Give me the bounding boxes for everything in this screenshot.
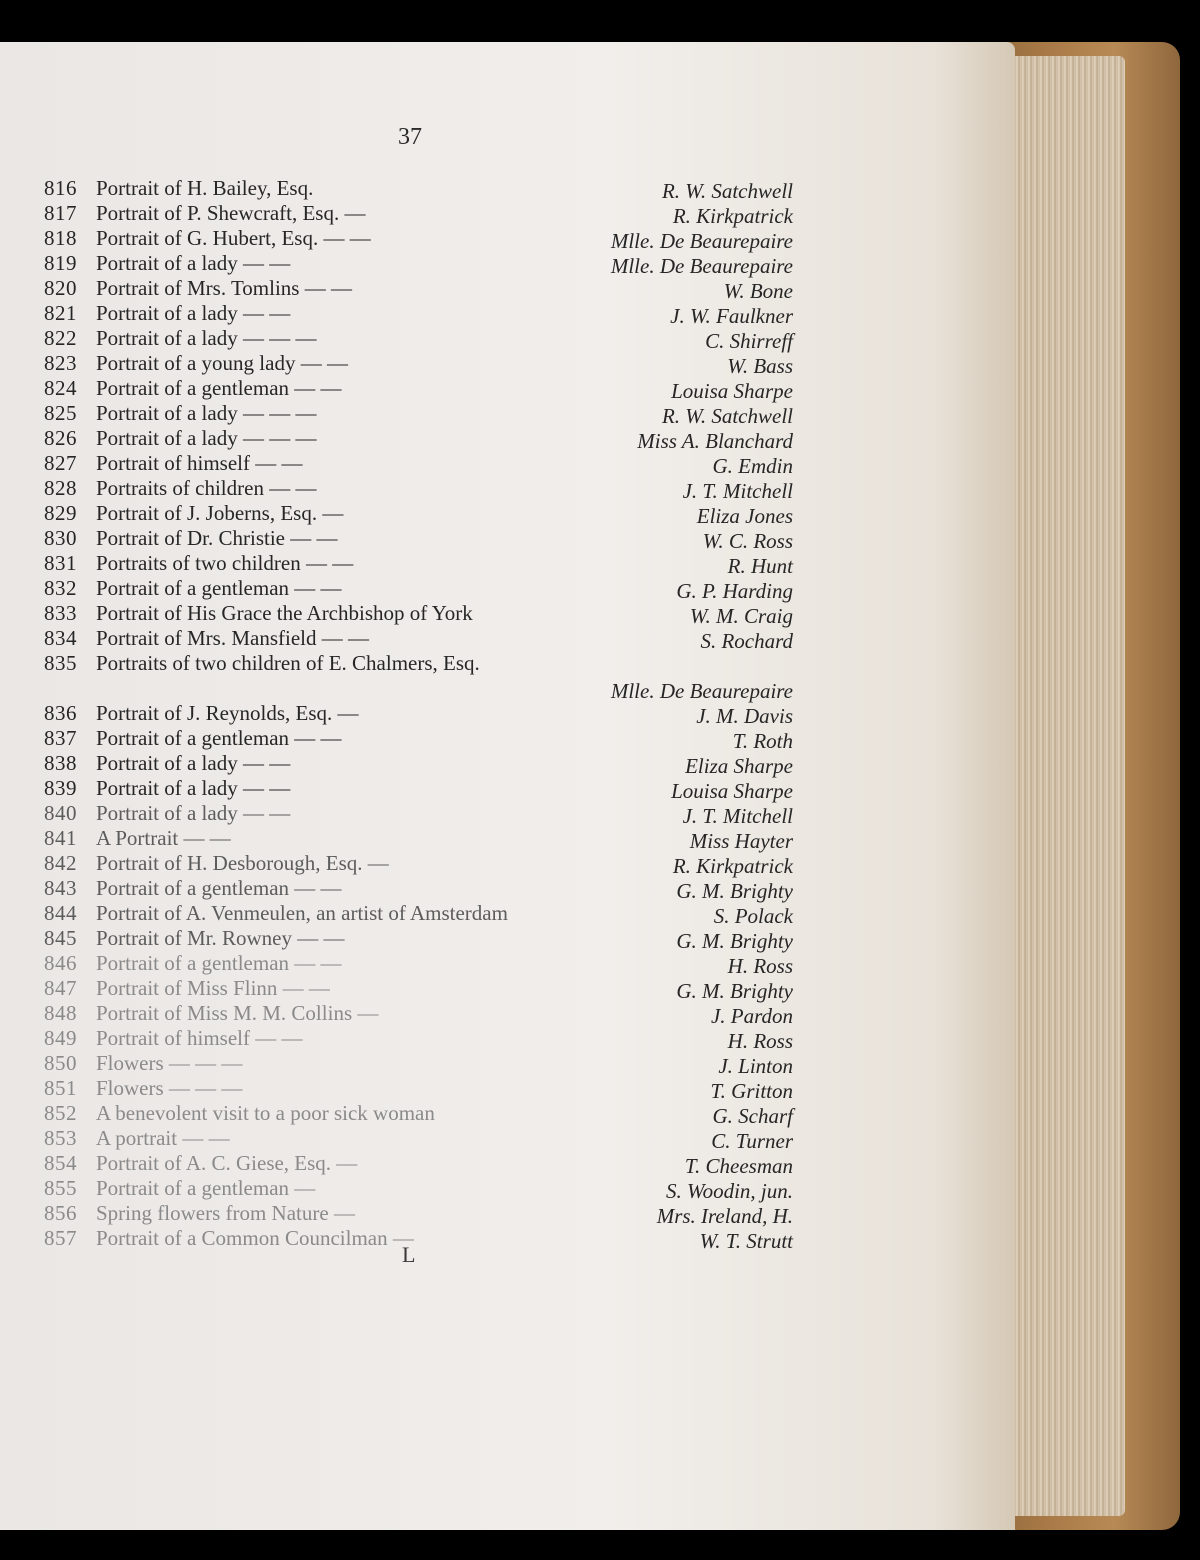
entry-title: Portrait of G. Hubert, Esq. — — (96, 226, 371, 250)
entry-title: Portrait of a gentleman — — (96, 876, 342, 900)
entry-title: Portrait of a lady — — (96, 251, 291, 275)
entry-number: 856 (44, 1201, 77, 1225)
entry-artist: G. Emdin (712, 454, 793, 478)
entry-number: 830 (44, 526, 77, 550)
entry-title: Portrait of Miss Flinn — — (96, 976, 330, 1000)
entry-number: 837 (44, 726, 77, 750)
entry-number: 820 (44, 276, 77, 300)
entry-artist: G. P. Harding (676, 579, 793, 603)
entry-number: 827 (44, 451, 77, 475)
entry-artist: W. C. Ross (702, 529, 793, 553)
entry-title: Flowers — — — (96, 1076, 243, 1100)
entry-artist: Mrs. Ireland, H. (656, 1204, 793, 1228)
entry-artist: H. Ross (727, 954, 793, 978)
entry-title: Portrait of His Grace the Archbishop of York (96, 601, 473, 625)
entry-number: 831 (44, 551, 77, 575)
entry-title: Portrait of a lady — — (96, 801, 291, 825)
entry-artist: Louisa Sharpe (671, 779, 793, 803)
entry-artist: J. M. Davis (696, 704, 793, 728)
entry-number: 822 (44, 326, 77, 350)
entry-number: 835 (44, 651, 77, 675)
entry-title: Portrait of a gentleman — — (96, 951, 342, 975)
entry-number: 829 (44, 501, 77, 525)
entry-title: Portrait of Mrs. Tomlins — — (96, 276, 352, 300)
entry-title: Portrait of a gentleman — — (96, 576, 342, 600)
entry-artist: J. Pardon (710, 1004, 793, 1028)
catalogue-entry (0, 251, 820, 276)
catalogue-entry (0, 1201, 820, 1226)
entry-number: 821 (44, 301, 77, 325)
entry-number: 816 (44, 176, 77, 200)
catalogue-entry (0, 801, 820, 826)
entry-number: 857 (44, 1226, 77, 1250)
entry-number: 850 (44, 1051, 77, 1075)
catalogue-entry (0, 176, 820, 201)
open-book (0, 42, 1180, 1530)
entry-artist: R. Kirkpatrick (672, 204, 793, 228)
entry-artist: J. T. Mitchell (682, 479, 793, 503)
entry-title: Portrait of a lady — — — (96, 426, 317, 450)
entry-artist: R. Hunt (727, 554, 793, 578)
entry-title: Portrait of J. Reynolds, Esq. — (96, 701, 359, 725)
catalogue-entry (0, 826, 820, 851)
entry-title: A portrait — — (96, 1126, 230, 1150)
entry-title: Portrait of P. Shewcraft, Esq. — (96, 201, 366, 225)
entry-number: 844 (44, 901, 77, 925)
entry-artist: W. Bass (727, 354, 793, 378)
entry-artist: W. Bone (723, 279, 793, 303)
entry-title: Portrait of a lady — — — (96, 401, 317, 425)
entry-title: Portrait of Mrs. Mansfield — — (96, 626, 369, 650)
entry-artist: G. Scharf (712, 1104, 793, 1128)
catalogue-entry (0, 651, 820, 676)
catalogue-entry (0, 401, 820, 426)
book-page (0, 42, 1015, 1530)
catalogue-entry (0, 526, 820, 551)
entry-artist: C. Shirreff (705, 329, 793, 353)
entry-title: Portraits of two children — — (96, 551, 354, 575)
entry-title: A benevolent visit to a poor sick woman (96, 1101, 435, 1125)
entry-number: 846 (44, 951, 77, 975)
catalogue-entry (0, 1026, 820, 1051)
catalogue-entry (0, 776, 820, 801)
entry-artist: J. W. Faulkner (670, 304, 793, 328)
entry-artist: G. M. Brighty (676, 929, 793, 953)
entry-number: 855 (44, 1176, 77, 1200)
entry-artist: R. Kirkpatrick (672, 854, 793, 878)
entry-title: Portrait of a gentleman — — (96, 726, 342, 750)
entry-number: 839 (44, 776, 77, 800)
entry-number: 847 (44, 976, 77, 1000)
entry-artist: H. Ross (727, 1029, 793, 1053)
entry-title: Portrait of a lady — — (96, 776, 291, 800)
entry-artist: Mlle. De Beaurepaire (610, 229, 793, 253)
entry-number: 828 (44, 476, 77, 500)
signature-mark: L (402, 1242, 416, 1267)
catalogue-entry (0, 751, 820, 776)
entry-artist: T. Cheesman (684, 1154, 793, 1178)
entry-title: Portrait of H. Desborough, Esq. — (96, 851, 389, 875)
catalogue-entry (0, 1076, 820, 1101)
catalogue-entry (0, 1101, 820, 1126)
entry-number: 823 (44, 351, 77, 375)
catalogue-entry (0, 1001, 820, 1026)
entry-number: 851 (44, 1076, 77, 1100)
catalogue-entry (0, 626, 820, 651)
entry-artist: W. T. Strutt (699, 1229, 793, 1253)
entry-artist: S. Rochard (700, 629, 793, 653)
entry-number: 824 (44, 376, 77, 400)
entry-artist: T. Gritton (710, 1079, 793, 1103)
entry-title: Portrait of himself — — (96, 1026, 303, 1050)
entry-artist: J. T. Mitchell (682, 804, 793, 828)
entry-number: 819 (44, 251, 77, 275)
entry-number: 848 (44, 1001, 77, 1025)
entry-artist: Eliza Sharpe (685, 754, 793, 778)
entry-artist: G. M. Brighty (676, 879, 793, 903)
catalogue-entry (0, 601, 820, 626)
entry-number: 843 (44, 876, 77, 900)
entry-artist: Miss A. Blanchard (637, 429, 793, 453)
catalogue-entry (0, 1051, 820, 1076)
entry-title: Portrait of a gentleman — (96, 1176, 316, 1200)
entry-artist: G. M. Brighty (676, 979, 793, 1003)
catalogue-entry (0, 1176, 820, 1201)
entry-title: Portrait of Mr. Rowney — — (96, 926, 345, 950)
catalogue-entry (0, 951, 820, 976)
entry-number: 852 (44, 1101, 77, 1125)
catalogue-entry (0, 351, 820, 376)
entry-number: 842 (44, 851, 77, 875)
entry-number: 849 (44, 1026, 77, 1050)
catalogue-entry (0, 926, 820, 951)
catalogue-entry (0, 576, 820, 601)
catalogue-entry (0, 701, 820, 726)
catalogue-entry (0, 376, 820, 401)
entry-title: Portrait of a lady — — (96, 751, 291, 775)
entry-title: A Portrait — — (96, 826, 231, 850)
catalogue-entry (0, 301, 820, 326)
entry-title: Portrait of Miss M. M. Collins — (96, 1001, 379, 1025)
entry-title: Portrait of himself — — (96, 451, 303, 475)
entry-title: Portrait of A. C. Giese, Esq. — (96, 1151, 358, 1175)
entry-number: 833 (44, 601, 77, 625)
catalogue-entry (0, 476, 820, 501)
entry-title: Spring flowers from Nature — (96, 1201, 355, 1225)
entry-artist: Eliza Jones (696, 504, 793, 528)
catalogue-entry (0, 1126, 820, 1151)
entry-artist: W. M. Craig (689, 604, 793, 628)
entry-artist: T. Roth (732, 729, 793, 753)
catalogue-entry (0, 426, 820, 451)
catalogue-entry (0, 501, 820, 526)
entry-number: 825 (44, 401, 77, 425)
catalogue-entry (0, 326, 820, 351)
entry-artist: R. W. Satchwell (661, 179, 793, 203)
entry-number: 838 (44, 751, 77, 775)
entry-artist: R. W. Satchwell (661, 404, 793, 428)
entry-title: Portrait of J. Joberns, Esq. — (96, 501, 344, 525)
catalogue-entry (0, 876, 820, 901)
entry-artist: C. Turner (711, 1129, 793, 1153)
entry-artist: Miss Hayter (689, 829, 793, 853)
entry-artist: Louisa Sharpe (671, 379, 793, 403)
catalogue-entry (0, 226, 820, 251)
catalogue-entry (0, 851, 820, 876)
entry-number: 818 (44, 226, 77, 250)
catalogue-entry (0, 201, 820, 226)
catalogue-entry (0, 551, 820, 576)
entry-artist: Mlle. De Beaurepaire (610, 679, 793, 703)
entry-title: Portrait of a lady — — (96, 301, 291, 325)
entry-artist: S. Woodin, jun. (666, 1179, 793, 1203)
entry-title: Flowers — — — (96, 1051, 243, 1075)
entry-artist: Mlle. De Beaurepaire (610, 254, 793, 278)
entry-artist-continuation (0, 676, 820, 701)
catalogue-entry (0, 976, 820, 1001)
entry-number: 845 (44, 926, 77, 950)
entry-title: Portrait of a gentleman — — (96, 376, 342, 400)
entry-number: 834 (44, 626, 77, 650)
entry-number: 840 (44, 801, 77, 825)
entry-title: Portrait of Dr. Christie — — (96, 526, 338, 550)
entry-title: Portrait of a lady — — — (96, 326, 317, 350)
entry-title: Portrait of a young lady — — (96, 351, 348, 375)
entry-number: 832 (44, 576, 77, 600)
catalogue-entry (0, 726, 820, 751)
entry-title: Portrait of A. Venmeulen, an artist of Amsterdam (96, 901, 508, 925)
entry-number: 853 (44, 1126, 77, 1150)
entry-number: 817 (44, 201, 77, 225)
catalogue-entry (0, 276, 820, 301)
entry-number: 854 (44, 1151, 77, 1175)
entry-number: 826 (44, 426, 77, 450)
entry-artist: S. Polack (713, 904, 793, 928)
entry-number: 836 (44, 701, 77, 725)
entry-number: 841 (44, 826, 77, 850)
entry-title: Portrait of a Common Councilman — (96, 1226, 414, 1250)
entry-title: Portrait of H. Bailey, Esq. (96, 176, 314, 200)
entry-artist: J. Linton (718, 1054, 793, 1078)
catalogue-entry (0, 1151, 820, 1176)
catalogue-entry (0, 451, 820, 476)
entry-title: Portraits of two children of E. Chalmers, Esq. (96, 651, 480, 675)
catalogue-entry (0, 901, 820, 926)
entry-title: Portraits of children — — (96, 476, 317, 500)
page-number: 37 (398, 124, 422, 150)
